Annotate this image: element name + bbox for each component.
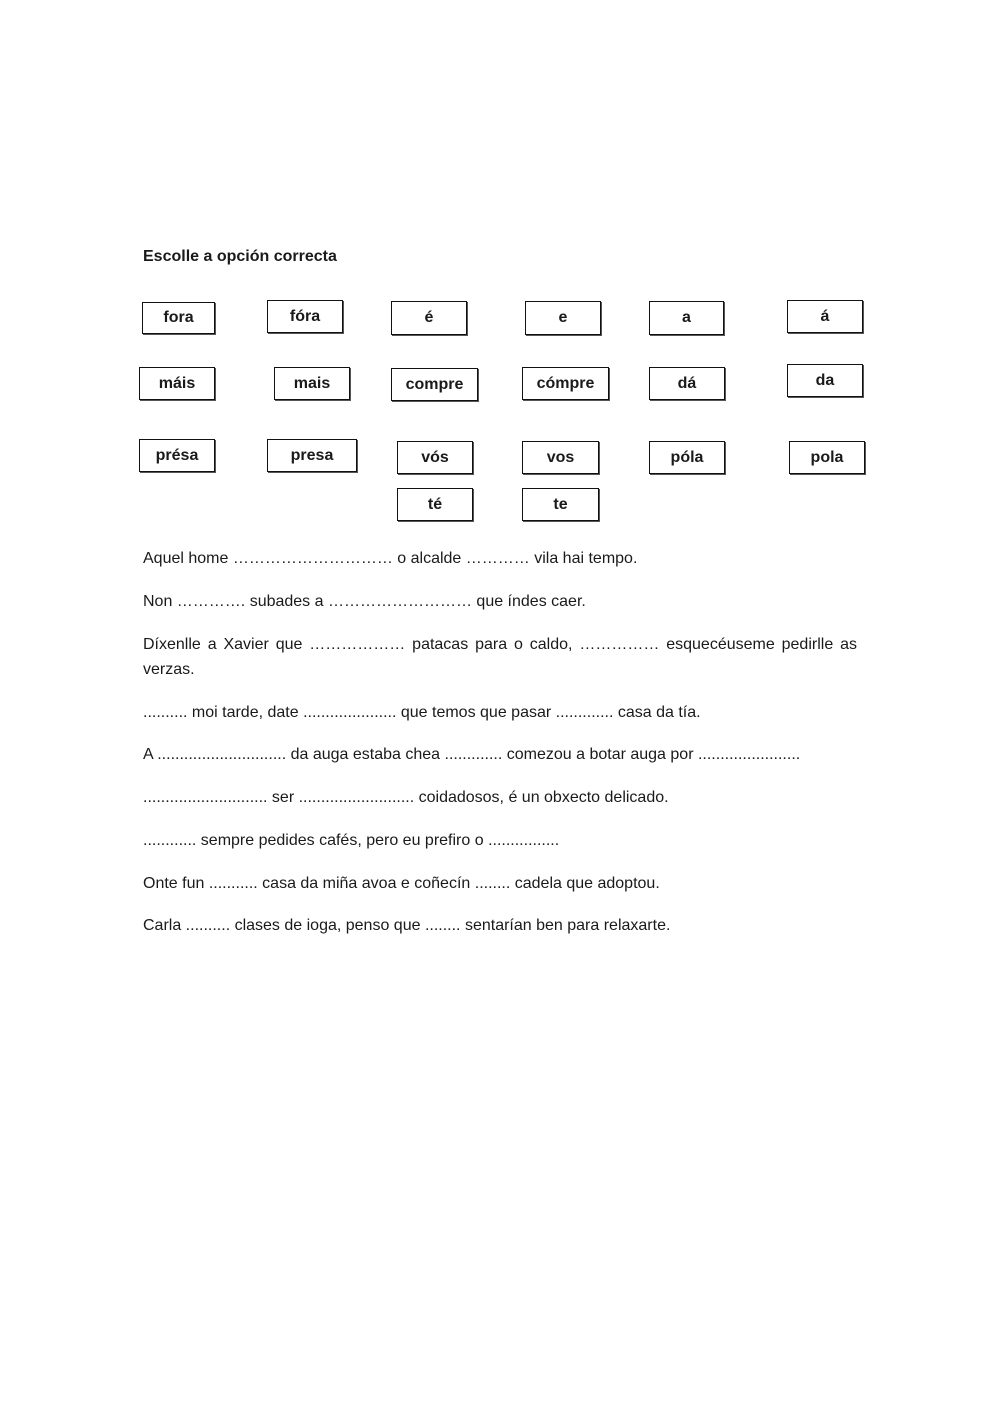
- sentence-3: Díxenlle a Xavier que ……………… patacas para o caldo, …………… esquecéuseme pedirlle as verzas.: [143, 636, 857, 678]
- word-box-mais[interactable]: mais: [274, 367, 350, 400]
- word-box-e-accent[interactable]: é: [391, 301, 467, 335]
- word-box-fora[interactable]: fora: [142, 302, 215, 334]
- sentence-9: Carla .......... clases de ioga, penso que ........ sentarían ben para relaxarte.: [143, 917, 671, 934]
- word-box-vos[interactable]: vos: [522, 441, 599, 474]
- word-box-compre-accent[interactable]: cómpre: [522, 367, 609, 400]
- word-box-vos-accent[interactable]: vós: [397, 441, 473, 474]
- word-box-fora-accent[interactable]: fóra: [267, 300, 343, 333]
- word-box-da-accent[interactable]: dá: [649, 367, 725, 400]
- exercise-title: Escolle a opción correcta: [143, 248, 337, 265]
- sentence-5: A ............................. da auga estaba chea ............. comezou a botar auga por .......................: [143, 746, 801, 763]
- sentence-8: Onte fun ........... casa da miña avoa e coñecín ........ cadela que adoptou.: [143, 875, 660, 892]
- sentence-1: Aquel home ………………………… o alcalde ………… vila hai tempo.: [143, 550, 638, 567]
- word-box-te[interactable]: te: [522, 488, 599, 521]
- word-box-pola-accent[interactable]: póla: [649, 441, 725, 474]
- word-box-pola[interactable]: pola: [789, 441, 865, 474]
- word-box-da[interactable]: da: [787, 364, 863, 397]
- word-box-a-accent[interactable]: á: [787, 300, 863, 333]
- sentence-7: ............ sempre pedides cafés, pero eu prefiro o ................: [143, 832, 560, 849]
- word-box-te-accent[interactable]: té: [397, 488, 473, 521]
- sentence-6: ............................ ser .......................... coidadosos, é un obxecto delicado.: [143, 789, 669, 806]
- word-box-a[interactable]: a: [649, 301, 724, 335]
- word-box-compre[interactable]: compre: [391, 368, 478, 401]
- word-box-presa[interactable]: presa: [267, 439, 357, 472]
- sentence-4: .......... moi tarde, date ..................... que temos que pasar ............. casa da tía.: [143, 704, 701, 721]
- word-box-presa-accent[interactable]: présa: [139, 439, 215, 472]
- word-box-e[interactable]: e: [525, 301, 601, 335]
- word-box-mais-accent[interactable]: máis: [139, 367, 215, 400]
- sentence-2: Non …………. subades a ……………………… que índes caer.: [143, 593, 586, 610]
